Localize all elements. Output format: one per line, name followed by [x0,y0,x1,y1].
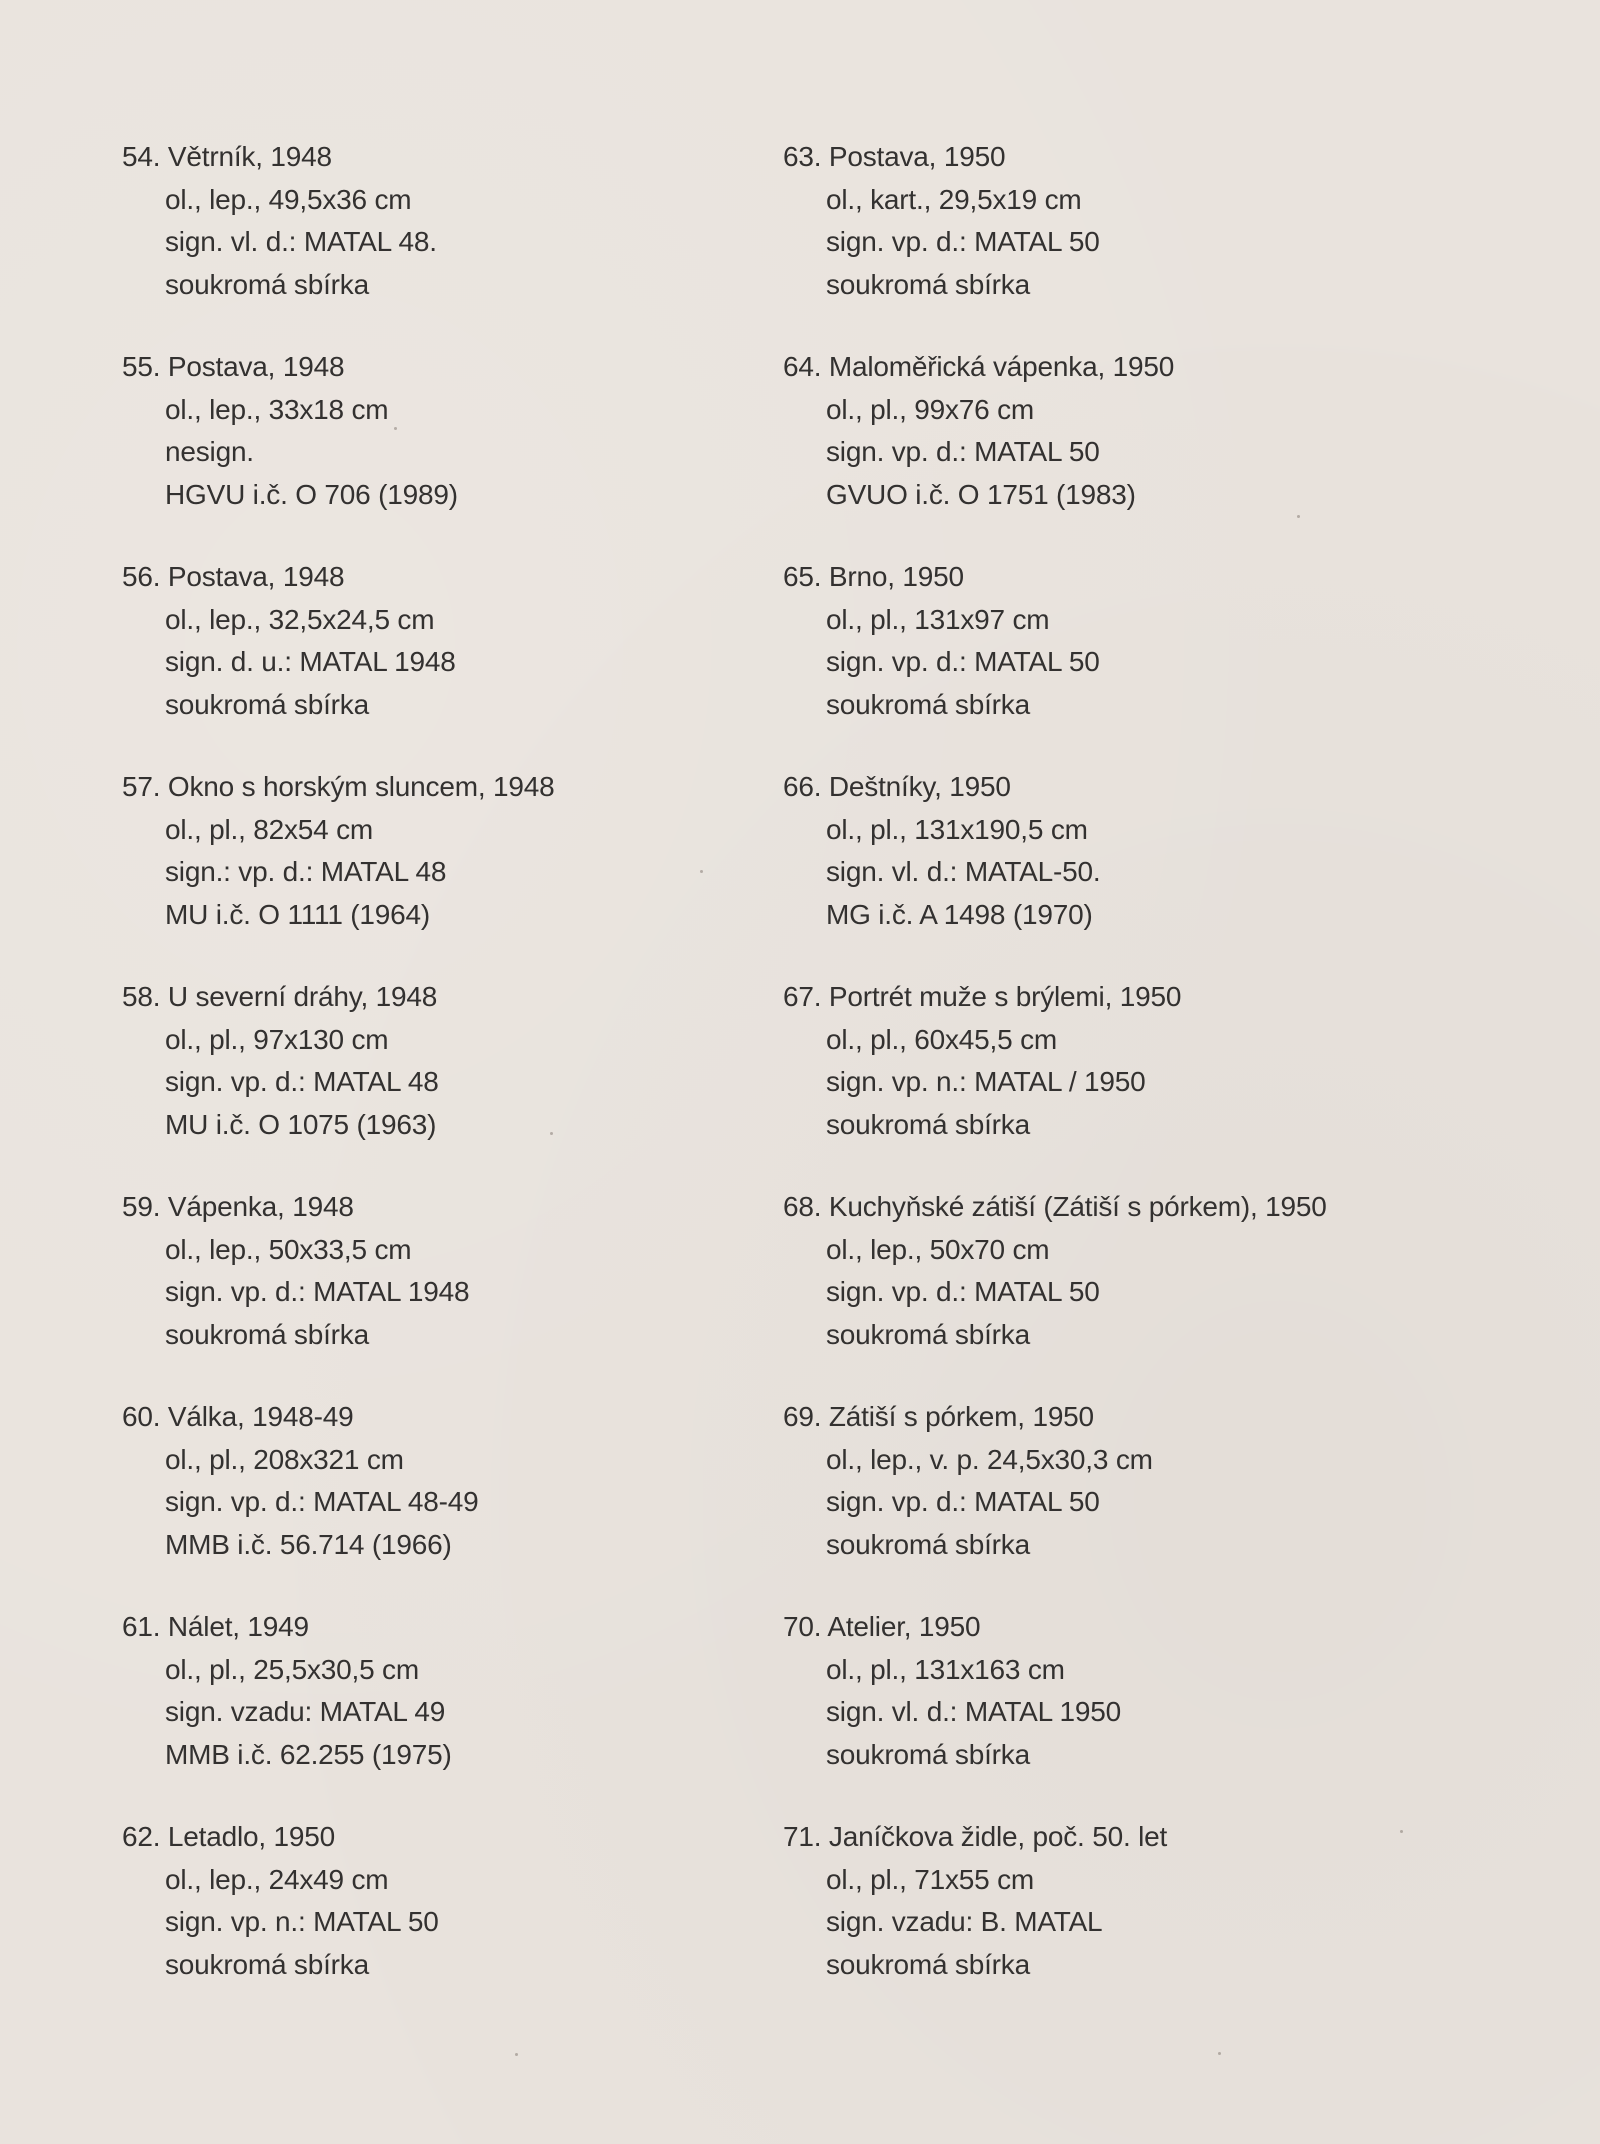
entry-signature: nesign. [165,436,254,467]
entry-medium-size: ol., kart., 29,5x19 cm [826,183,1082,215]
entry-collection: HGVU i.č. O 706 (1989) [165,478,458,510]
catalogue-entry [783,1396,1503,1606]
entry-signature: sign.: vp. d.: MATAL 48 [165,856,447,887]
entry-title: 69. Zátiší s pórkem, 1950 [783,1401,1094,1432]
entry-collection: soukromá sbírka [826,268,1030,300]
entry-collection: soukromá sbírka [826,688,1030,720]
entry-collection: soukromá sbírka [165,1948,369,1980]
entry-signature: sign. vp. d.: MATAL 50 [826,226,1100,257]
catalogue-entry [783,136,1503,346]
entry-medium-size: ol., pl., 208x321 cm [165,1443,404,1475]
catalogue-entry [783,346,1503,556]
entry-medium-size: ol., pl., 131x97 cm [826,603,1050,635]
entry-signature: sign. vp. n.: MATAL 50 [165,1906,439,1937]
catalogue-entry [783,766,1503,976]
entry-medium-size: ol., lep., v. p. 24,5x30,3 cm [826,1443,1153,1475]
entry-title: 61. Nálet, 1949 [122,1611,309,1642]
catalogue-entry [122,1606,842,1816]
entry-collection: soukromá sbírka [165,688,369,720]
entry-medium-size: ol., lep., 24x49 cm [165,1863,389,1895]
entry-collection: soukromá sbírka [826,1738,1030,1770]
entry-medium-size: ol., pl., 131x190,5 cm [826,813,1088,845]
entry-signature: sign. vl. d.: MATAL 48. [165,226,437,257]
catalogue-entry [122,136,842,346]
entry-medium-size: ol., pl., 25,5x30,5 cm [165,1653,419,1685]
entry-collection: soukromá sbírka [826,1948,1030,1980]
entry-medium-size: ol., lep., 49,5x36 cm [165,183,412,215]
paper-speck [1218,2052,1221,2055]
entry-signature: sign. vl. d.: MATAL-50. [826,856,1101,887]
entry-signature: sign. vp. d.: MATAL 48 [165,1066,439,1097]
entry-title: 56. Postava, 1948 [122,561,345,592]
entry-medium-size: ol., pl., 82x54 cm [165,813,374,845]
entry-signature: sign. vzadu: B. MATAL [826,1906,1103,1937]
entry-collection: MU i.č. O 1111 (1964) [165,898,431,930]
entry-title: 54. Větrník, 1948 [122,141,332,172]
catalogue-entry [783,1606,1503,1816]
entry-collection: soukromá sbírka [826,1528,1030,1560]
entry-medium-size: ol., pl., 131x163 cm [826,1653,1065,1685]
entry-medium-size: ol., lep., 50x70 cm [826,1233,1050,1265]
entry-title: 60. Válka, 1948-49 [122,1401,354,1432]
entry-title: 57. Okno s horským sluncem, 1948 [122,771,555,802]
entry-title: 65. Brno, 1950 [783,561,964,592]
catalogue-entry [122,976,842,1186]
entry-collection: GVUO i.č. O 1751 (1983) [826,478,1136,510]
entry-title: 59. Vápenka, 1948 [122,1191,354,1222]
catalogue-entry [783,976,1503,1186]
entry-title: 71. Janíčkova židle, poč. 50. let [783,1821,1168,1852]
entry-title: 67. Portrét muže s brýlemi, 1950 [783,981,1182,1012]
entry-collection: MG i.č. A 1498 (1970) [826,898,1093,930]
entry-signature: sign. vp. d.: MATAL 50 [826,436,1100,467]
entry-signature: sign. vp. n.: MATAL / 1950 [826,1066,1146,1097]
entry-title: 66. Deštníky, 1950 [783,771,1011,802]
catalogue-entry [122,1816,842,2026]
entry-collection: MMB i.č. 62.255 (1975) [165,1738,452,1770]
entry-signature: sign. vp. d.: MATAL 50 [826,1486,1100,1517]
entry-signature: sign. vp. d.: MATAL 48-49 [165,1486,479,1517]
entry-title: 68. Kuchyňské zátiší (Zátiší s pórkem), 1950 [783,1191,1327,1222]
entry-title: 58. U severní dráhy, 1948 [122,981,438,1012]
entry-medium-size: ol., lep., 32,5x24,5 cm [165,603,435,635]
entry-collection: soukromá sbírka [826,1108,1030,1140]
entry-signature: sign. vp. d.: MATAL 50 [826,1276,1100,1307]
entry-signature: sign. vl. d.: MATAL 1950 [826,1696,1122,1727]
catalogue-entry [122,1186,842,1396]
entry-signature: sign. vp. d.: MATAL 50 [826,646,1100,677]
entry-collection: soukromá sbírka [826,1318,1030,1350]
entry-medium-size: ol., pl., 60x45,5 cm [826,1023,1058,1055]
entry-medium-size: ol., pl., 71x55 cm [826,1863,1035,1895]
entry-title: 70. Atelier, 1950 [783,1611,981,1642]
paper-speck [515,2053,518,2056]
entry-medium-size: ol., lep., 50x33,5 cm [165,1233,412,1265]
entry-title: 62. Letadlo, 1950 [122,1821,336,1852]
entry-medium-size: ol., pl., 97x130 cm [165,1023,389,1055]
catalogue-column-right [783,136,1503,2026]
entry-medium-size: ol., pl., 99x76 cm [826,393,1035,425]
catalogue-entry [122,346,842,556]
entry-collection: MU i.č. O 1075 (1963) [165,1108,437,1140]
entry-title: 63. Postava, 1950 [783,141,1006,172]
catalogue-entry [783,1816,1503,2026]
catalogue-entry [783,556,1503,766]
entry-collection: soukromá sbírka [165,1318,369,1350]
entry-medium-size: ol., lep., 33x18 cm [165,393,389,425]
entry-collection: MMB i.č. 56.714 (1966) [165,1528,452,1560]
catalogue-entry [122,556,842,766]
entry-signature: sign. vzadu: MATAL 49 [165,1696,446,1727]
entry-title: 55. Postava, 1948 [122,351,345,382]
entry-signature: sign. vp. d.: MATAL 1948 [165,1276,470,1307]
catalogue-entry [122,1396,842,1606]
entry-collection: soukromá sbírka [165,268,369,300]
catalogue-entry [783,1186,1503,1396]
catalogue-column-left [122,136,842,2026]
entry-signature: sign. d. u.: MATAL 1948 [165,646,456,677]
catalogue-entry [122,766,842,976]
entry-title: 64. Maloměřická vápenka, 1950 [783,351,1175,382]
